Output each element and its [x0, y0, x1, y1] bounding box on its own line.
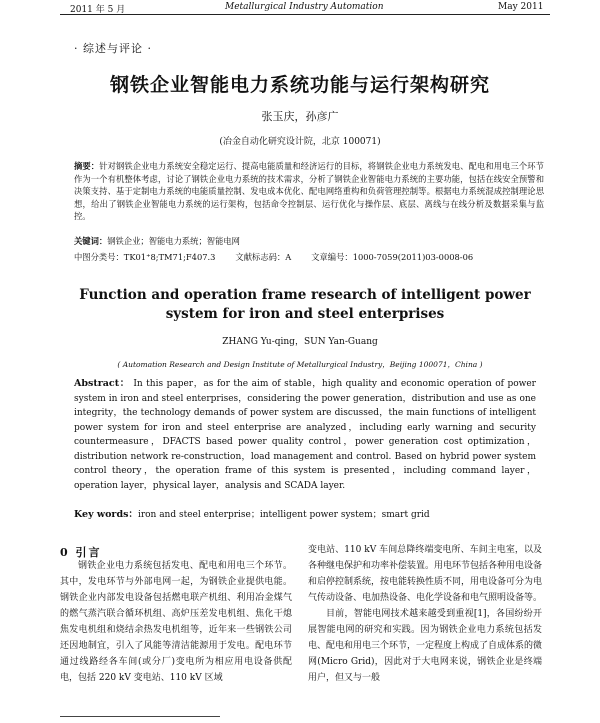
abstract-cn-text: 针对钢铁企业电力系统安全稳定运行、提高电能质量和经济运行的目标，将钢铁企业电力系统发电、配电和用电三个环节作为一个有机整体考虑，讨论了钢铁企业电力系统的技术需求，分析了钢铁企业智能电力系统的主要功能，包括在线安全预警和决策支持、基于定制电力系统的电能质量控制、发电成本优化、配电网络重构和负荷管理控制等。根据电力系统混成控制理论思想，给出了钢铁企业智能电力系统的运行架构，包括命令控制层、运行优化与操作层、底层、离线与在线分析及数据采集与监控。: [74, 161, 544, 221]
intro-right-column: [308, 542, 542, 686]
keywords-cn-text: 钢铁企业；智能电力系统；智能电网: [107, 236, 240, 246]
keywords-en-label: Key words：: [74, 509, 138, 520]
header-rule: [60, 14, 550, 15]
clc-number: 中图分类号：TK01⁺8;TM71;F407.3: [74, 252, 216, 262]
footnote-rule: [60, 716, 220, 717]
abstract-cn-label: 摘要：: [74, 161, 100, 171]
intro-right-para-2: 目前，智能电网技术越来越受到重视[1]，各国纷纷开展智能电网的研究和实践。因为钢铁企业电力系统包括发电、配电和用电三个环节，一定程度上构成了自成体系的微网(Micro Grid)，因此对于大电网来说，钢铁企业是终端用户，但又与一般: [308, 609, 543, 683]
affiliation-en: ( Automation Research and Design Institute of Metallurgical Industry，Beijing 100071，China ): [117, 360, 483, 369]
keywords-cn: [74, 235, 544, 247]
header-journal: Metallurgical Industry Automation: [225, 2, 384, 12]
abstract-en-label: Abstract：: [74, 378, 130, 389]
keywords-en-text: iron and steel enterprise；intelligent power system；smart grid: [137, 510, 430, 520]
affiliation-cn: (冶金自动化研究设计院，北京 100071): [219, 137, 381, 147]
keywords-cn-label: 关键词：: [74, 236, 108, 246]
authors-en: ZHANG Yu-qing，SUN Yan-Guang: [222, 337, 378, 347]
article-number: 文章编号：1000-7059(2011)03-0008-06: [311, 252, 474, 262]
header-date-right: May 2011: [498, 2, 544, 12]
abstract-cn: [74, 160, 544, 223]
authors-cn: 张玉庆，孙彦广: [261, 110, 339, 123]
abstract-en: [74, 377, 536, 493]
title-cn: 钢铁企业智能电力系统功能与运行架构研究: [109, 74, 490, 96]
abstract-en-text: In this paper，as for the aim of stable，high quality and economic operation of power system in iron and steel enterprises，considering the power generation，distribution and use as one integrity，the technology demands of power system are discussed，the main functions of intelligent power system for iron and steel enterprise are analyzed，including early warning and security countermeasure，DFACTS based power quality control，power generation cost optimization，distribution network re-construction，load management and control. Based on hybrid power system control theory，the operation frame of this system is presented，including command layer，operation layer，physical layer，analysis and SCADA layer.: [74, 379, 536, 491]
intro-left-column: 钢铁企业电力系统包括发电、配电和用电三个环节。其中，发电环节与外部电网一起，为钢铁企业提供电能。钢铁企业内部发电设备包括燃电联产机组、利用冶金煤气的燃气蒸汽联合循环机组、高炉压差发电机组、焦化干熄焦发电机组和烧结余热发电机组等，近年来一些钢铁公司还因地制宜，引入了风能等清洁能源用于发电。配电环节通过线路经各车间(或分厂)变电所为相应用电设备供配电，包括 220 kV 变电站、110 kV 区域: [60, 561, 292, 683]
keywords-en: [74, 506, 544, 520]
intro-right-para-1: 变电站、110 kV 车间总降终端变电所、车间主电室，以及各种继电保护和功率补偿装置。用电环节包括各种用电设备和启停控制系统，按电能转换性质不同，用电设备可分为电气传动设备、电加热设备、电化学设备和电气照明设备等。: [308, 545, 543, 603]
title-en: Function and operation frame research of intelligent power system for iron and steel enterprises: [79, 287, 531, 322]
header-date-left: 2011 年 5 月: [70, 5, 126, 15]
classification-meta: [74, 251, 544, 263]
section-tag: · 综述与评论 ·: [74, 42, 152, 55]
doc-code: 文献标志码：A: [235, 252, 292, 262]
running-header: [0, 0, 600, 14]
intro-heading: 0 引言: [60, 546, 102, 559]
